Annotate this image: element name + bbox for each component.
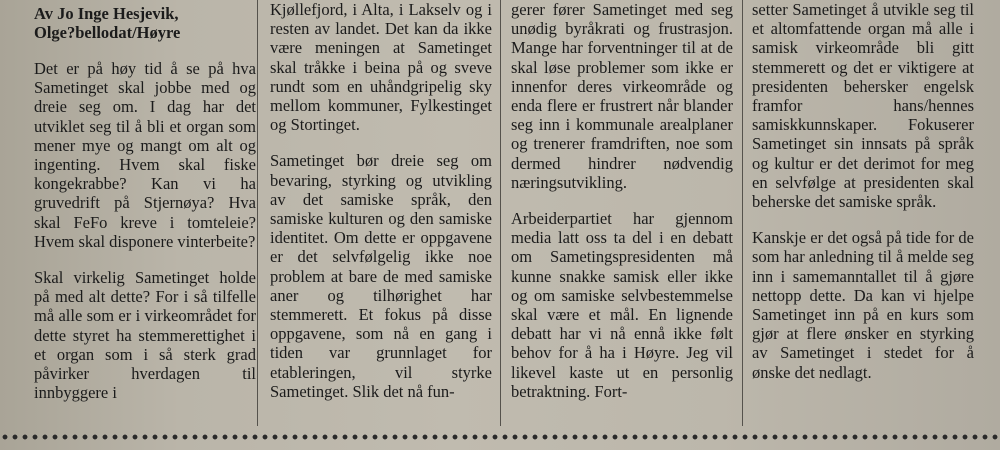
column-divider [257,0,258,426]
byline-affiliation: Olge?bellodat/Høyre [34,23,181,42]
paragraph: Kanskje er det også på tide for de som har anledning til å melde seg inn i samemanntallet til å gjøre nettopp dette. Da kan vi hjelpe Sametinget inn på en kurs som gjør at flere ønsker en styrking av Sametinget i stedet for å ønske det nedlagt. [752,228,974,382]
paragraph: gerer fører Sametinget med seg unødig byråkrati og frustrasjon. Mange har forventninger til at de skal løse problemer som ikke er innenfor deres virkeområde og enda flere er frustrert når blander seg inn i kommunale arealplaner og trenerer framdriften, noe som dermed hindrer nødvendig næringsutvikling. [511,0,733,192]
paragraph: Sametinget bør dreie seg om bevaring, styrking og utvikling av det samiske språk, den samiske kulturen og den samiske identitet. Om dette er oppgavene er det selvfølgelig ikke noe problem at bare de med samiske aner og tilhørighet har stemmerett. Et fokus på disse oppgavene, som nå en gang i tiden var grunnlaget for etableringen, vil styrke Sametinget. Slik det nå fun- [270,151,492,401]
column-divider [500,0,501,426]
dotted-border [0,433,1000,441]
paragraph: Arbeiderpartiet har gjennom media latt oss ta del i en debatt om Sametingspresidenten må kunne snakke samisk eller ikke og om samiske selvbestemmelse skal være et mål. En lignende debatt har vi nå ennå ikke følt behov for å ha i Høyre. Jeg vil likevel kaste ut en personlig betraktning. Fort- [511,209,733,401]
paragraph: Det er på høy tid å se på hva Sametinget skal jobbe med og dreie seg om. I dag har det utviklet seg til å bli et organ som mener mye og mangt om alt og ingenting. Hvem skal fiske kongekrabbe? Kan vi ha gruvedrift på Stjernøya? Hva skal FeFo kreve i tomteleie? Hvem skal disponere vinterbeite? [34,59,256,251]
paragraph: Kjøllefjord, i Alta, i Lakselv og i resten av landet. Det kan da ikke være meningen at Sametinget skal tråkke i beina på og sveve rundt som en uhåndgripelig sky mellom kommuner, Fylkestinget og Stortinget. [270,0,492,135]
article-column-3 [511,0,733,401]
paragraph: Skal virkelig Sametinget holde på med alt dette? For i så tilfelle må alle som er i virkeområdet for dette styret ha stemmerettighet i et organ som i så sterk grad påvirker hverdagen til innbyggere i [34,268,256,403]
byline-author: Av Jo Inge Hesjevik, [34,4,179,23]
article-column-2 [270,0,492,401]
byline [34,0,256,42]
paragraph: setter Sametinget å utvikle seg til et altomfattende organ må alle i samisk virkeområde bli gitt stemmerett og det er viktigere at presidenten behersker engelsk framfor hans/hennes samiskkunnskaper. Fokuserer Sametinget sin innsats på språk og kultur er det derimot for meg en selvfølge at presidenten skal beherske det samiske språk. [752,0,974,212]
column-divider [742,0,743,426]
article-column-4 [752,0,974,382]
article-column-1 [34,0,256,402]
